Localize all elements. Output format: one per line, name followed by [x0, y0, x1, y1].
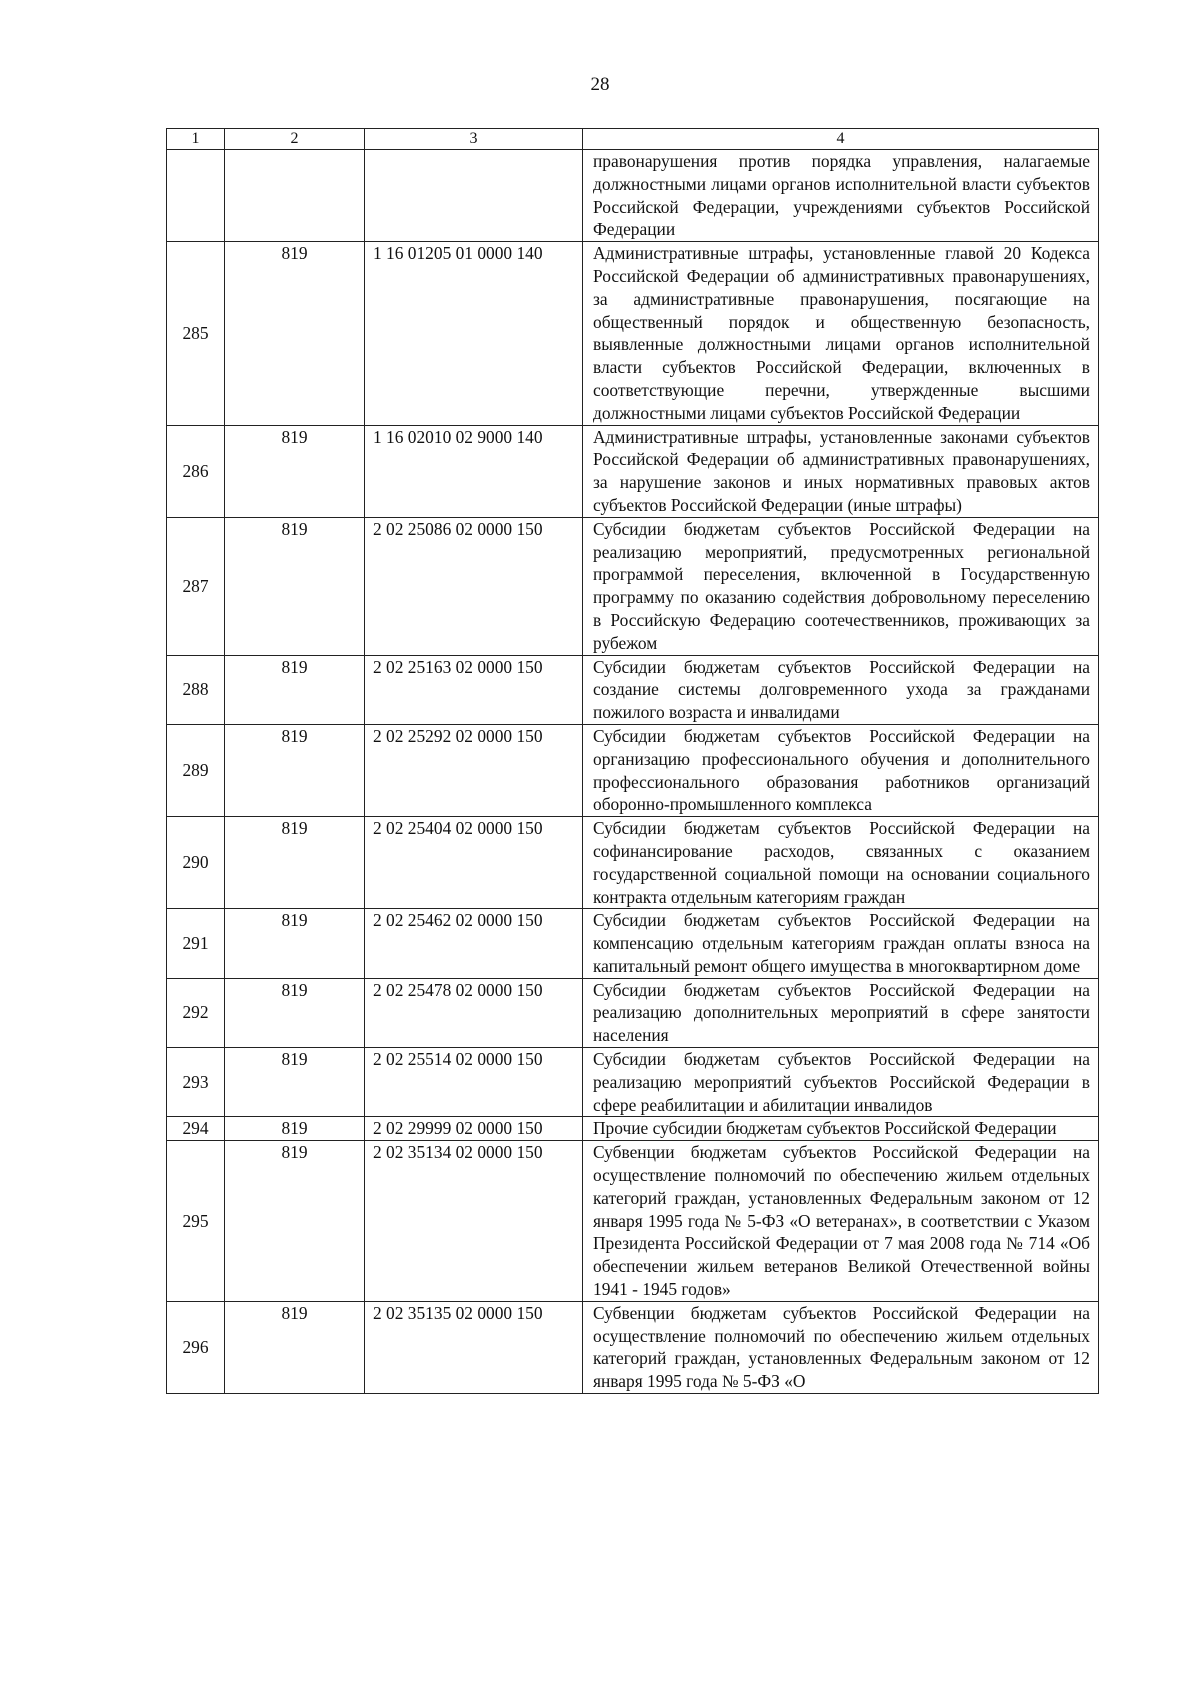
revenue-description: Субвенции бюджетам субъектов Российской Федерации на осуществление полномочий по обеспечению жильем отдельных категорий граждан, установленных Федеральным законом от 12 января 1995 года № 5-ФЗ «О ветеранах», в соответствии с Указом Президента Российской Федерации от 7 мая 2008 года № 714 «Об обеспечении жильем ветеранов Великой Отечественной войны 1941 - 1945 годов» [583, 1141, 1099, 1302]
table-row [167, 425, 1099, 517]
admin-code: 819 [225, 1117, 365, 1141]
table-header-row [167, 129, 1099, 150]
header-col-1: 1 [167, 129, 225, 150]
revenue-description: Субсидии бюджетам субъектов Российской Федерации на реализацию мероприятий субъектов Российской Федерации в сфере реабилитации и абилитации инвалидов [583, 1048, 1099, 1117]
budget-classification-code: 2 02 25478 02 0000 150 [365, 978, 583, 1047]
admin-code: 819 [225, 242, 365, 425]
budget-classification-code: 2 02 29999 02 0000 150 [365, 1117, 583, 1141]
revenue-description: Субвенции бюджетам субъектов Российской Федерации на осуществление полномочий по обеспечению жильем отдельных категорий граждан, установленных Федеральным законом от 12 января 1995 года № 5-ФЗ «О [583, 1301, 1099, 1393]
table-row [167, 724, 1099, 816]
row-number: 294 [167, 1117, 225, 1141]
admin-code: 819 [225, 1141, 365, 1302]
table-row [167, 1301, 1099, 1393]
row-number: 296 [167, 1301, 225, 1393]
revenue-description: Субсидии бюджетам субъектов Российской Федерации на реализацию дополнительных мероприятий в сфере занятости населения [583, 978, 1099, 1047]
admin-code: 819 [225, 724, 365, 816]
revenue-description: Прочие субсидии бюджетам субъектов Российской Федерации [583, 1117, 1099, 1141]
row-number: 288 [167, 655, 225, 724]
budget-classification-code [365, 150, 583, 242]
admin-code: 819 [225, 425, 365, 517]
budget-classification-code: 2 02 25163 02 0000 150 [365, 655, 583, 724]
page-number: 28 [590, 74, 610, 95]
admin-code: 819 [225, 909, 365, 978]
admin-code: 819 [225, 1048, 365, 1117]
budget-classification-code: 2 02 25462 02 0000 150 [365, 909, 583, 978]
table-row [167, 242, 1099, 425]
row-number: 289 [167, 724, 225, 816]
budget-classification-code: 1 16 01205 01 0000 140 [365, 242, 583, 425]
revenue-description: Административные штрафы, установленные главой 20 Кодекса Российской Федерации об административных правонарушениях, за административные правонарушения, посягающие на общественный порядок и общественную безопасность, выявленные должностными лицами органов исполнительной власти субъектов Российской Федерации, включенных в соответствующие перечни, утвержденные высшими должностными лицами субъектов Российской Федерации [583, 242, 1099, 425]
revenue-description: Субсидии бюджетам субъектов Российской Федерации на создание системы долговременного ухода за гражданами пожилого возраста и инвалидами [583, 655, 1099, 724]
admin-code: 819 [225, 978, 365, 1047]
row-number [167, 150, 225, 242]
revenue-description: правонарушения против порядка управления, налагаемые должностными лицами органов исполнительной власти субъектов Российской Федерации, учреждениями субъектов Российской Федерации [583, 150, 1099, 242]
row-number: 291 [167, 909, 225, 978]
budget-codes-table [166, 128, 1099, 1394]
table-row [167, 150, 1099, 242]
revenue-description: Субсидии бюджетам субъектов Российской Федерации на организацию профессионального обучения и дополнительного профессионального образования работников организаций оборонно-промышленного комплекса [583, 724, 1099, 816]
table-row [167, 978, 1099, 1047]
budget-classification-code: 1 16 02010 02 9000 140 [365, 425, 583, 517]
budget-classification-code: 2 02 25086 02 0000 150 [365, 517, 583, 655]
budget-classification-code: 2 02 35135 02 0000 150 [365, 1301, 583, 1393]
row-number: 295 [167, 1141, 225, 1302]
revenue-description: Субсидии бюджетам субъектов Российской Федерации на реализацию мероприятий, предусмотренных региональной программой переселения, включенной в Государственную программу по оказанию содействия добровольному переселению в Российскую Федерацию соотечественников, проживающих за рубежом [583, 517, 1099, 655]
table-row [167, 817, 1099, 909]
header-col-2: 2 [225, 129, 365, 150]
table-row [167, 1117, 1099, 1141]
header-col-4: 4 [583, 129, 1099, 150]
admin-code: 819 [225, 817, 365, 909]
admin-code: 819 [225, 1301, 365, 1393]
table-row [167, 1048, 1099, 1117]
table-row [167, 1141, 1099, 1302]
row-number: 293 [167, 1048, 225, 1117]
revenue-description: Субсидии бюджетам субъектов Российской Федерации на компенсацию отдельным категориям граждан оплаты взноса на капитальный ремонт общего имущества в многоквартирном доме [583, 909, 1099, 978]
row-number: 292 [167, 978, 225, 1047]
header-col-3: 3 [365, 129, 583, 150]
row-number: 286 [167, 425, 225, 517]
budget-classification-code: 2 02 35134 02 0000 150 [365, 1141, 583, 1302]
table-row [167, 909, 1099, 978]
row-number: 287 [167, 517, 225, 655]
table-row [167, 517, 1099, 655]
budget-classification-code: 2 02 25404 02 0000 150 [365, 817, 583, 909]
budget-classification-code: 2 02 25514 02 0000 150 [365, 1048, 583, 1117]
admin-code [225, 150, 365, 242]
budget-classification-code: 2 02 25292 02 0000 150 [365, 724, 583, 816]
table-row [167, 655, 1099, 724]
revenue-description: Субсидии бюджетам субъектов Российской Федерации на софинансирование расходов, связанных с оказанием государственной социальной помощи на основании социального контракта отдельным категориям граждан [583, 817, 1099, 909]
revenue-description: Административные штрафы, установленные законами субъектов Российской Федерации об административных правонарушениях, за нарушение законов и иных нормативных правовых актов субъектов Российской Федерации (иные штрафы) [583, 425, 1099, 517]
table-body [167, 129, 1099, 1394]
row-number: 290 [167, 817, 225, 909]
row-number: 285 [167, 242, 225, 425]
admin-code: 819 [225, 655, 365, 724]
admin-code: 819 [225, 517, 365, 655]
